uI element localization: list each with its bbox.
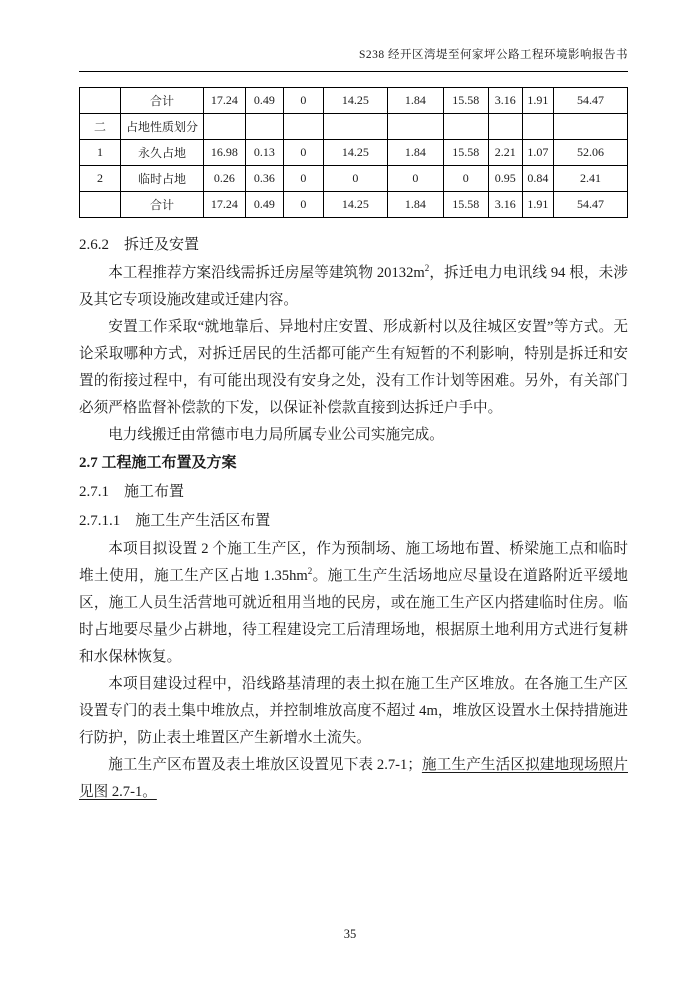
value-cell: 52.06	[553, 140, 627, 166]
value-cell: 0	[283, 140, 323, 166]
row-index-cell: 1	[80, 140, 121, 166]
table-row	[80, 88, 628, 114]
value-cell	[522, 114, 553, 140]
paragraph-construction-site-text-pre: 本项目拟设置 2 个施工生产区，作为预制场、施工场地布置、桥梁施工点和临时堆土使用，施工生产区占地 1.35hm	[79, 541, 628, 584]
table-row	[80, 140, 628, 166]
row-label-cell: 合计	[121, 192, 204, 218]
value-cell	[387, 114, 443, 140]
value-cell	[443, 114, 488, 140]
row-index-cell: 二	[80, 114, 121, 140]
row-index-cell: 2	[80, 166, 121, 192]
value-cell: 15.58	[443, 192, 488, 218]
value-cell: 0	[443, 166, 488, 192]
value-cell: 0	[283, 88, 323, 114]
land-table-body	[80, 88, 628, 218]
value-cell: 0.84	[522, 166, 553, 192]
value-cell: 0.49	[246, 88, 284, 114]
value-cell: 0	[283, 166, 323, 192]
value-cell: 16.98	[203, 140, 245, 166]
paragraph-demolition-text-post: ，拆迁电力电讯线 94 根，未涉及其它专项设施改建或迁建内容。	[79, 265, 628, 308]
superscript-square: 2	[424, 263, 430, 274]
value-cell: 54.47	[553, 88, 627, 114]
value-cell	[323, 114, 387, 140]
row-index-cell	[80, 88, 121, 114]
value-cell: 1.07	[522, 140, 553, 166]
paragraph-cross-reference	[79, 752, 628, 806]
running-header-title: S238 经开区湾堤至何家坪公路工程环境影响报告书	[79, 48, 628, 72]
paragraph-demolition	[79, 260, 628, 314]
paragraph-demolition-text-pre: 本工程推荐方案沿线需拆迁房屋等建筑物 20132m	[108, 265, 425, 281]
value-cell: 0	[323, 166, 387, 192]
value-cell: 1.91	[522, 192, 553, 218]
land-occupation-table	[79, 87, 628, 218]
paragraph-construction-site-text-post: 。施工生产生活场地应尽量设在道路附近平缓地区，施工人员生活营地可就近租用当地的民房，或在施工生产区内搭建临时住房。临时占地要尽量少占耕地，待工程建设完工后清理场地，根据原土地利用方式进行复耕和水保林恢复。	[79, 568, 628, 665]
section-heading-2-7-1-1: 2.7.1.1 施工生产生活区布置	[79, 513, 271, 529]
value-cell: 1.84	[387, 192, 443, 218]
value-cell: 3.16	[488, 192, 522, 218]
value-cell: 0.49	[246, 192, 284, 218]
row-label-cell: 永久占地	[121, 140, 204, 166]
value-cell: 0.36	[246, 166, 284, 192]
value-cell: 1.84	[387, 140, 443, 166]
value-cell: 1.84	[387, 88, 443, 114]
value-cell: 3.16	[488, 88, 522, 114]
value-cell: 0.26	[203, 166, 245, 192]
value-cell: 1.91	[522, 88, 553, 114]
value-cell: 2.41	[553, 166, 627, 192]
value-cell	[246, 114, 284, 140]
value-cell	[283, 114, 323, 140]
value-cell: 0.95	[488, 166, 522, 192]
value-cell: 54.47	[553, 192, 627, 218]
paragraph-powerline: 电力线搬迁由常德市电力局所属专业公司实施完成。	[108, 427, 444, 443]
section-heading-2-7-1: 2.7.1 施工布置	[79, 484, 185, 500]
value-cell: 17.24	[203, 88, 245, 114]
value-cell: 17.24	[203, 192, 245, 218]
value-cell: 0	[283, 192, 323, 218]
value-cell: 14.25	[323, 140, 387, 166]
value-cell: 2.21	[488, 140, 522, 166]
value-cell	[488, 114, 522, 140]
section-heading-2-7: 2.7 工程施工布置及方案	[79, 455, 237, 471]
value-cell: 0	[387, 166, 443, 192]
page-number: 35	[343, 927, 357, 941]
page-content	[79, 48, 628, 806]
superscript-square: 2	[307, 566, 313, 577]
value-cell: 14.25	[323, 88, 387, 114]
section-heading-2-6-2: 2.6.2 拆迁及安置	[79, 237, 200, 253]
paragraph-construction-site	[79, 536, 628, 671]
value-cell: 14.25	[323, 192, 387, 218]
value-cell	[553, 114, 627, 140]
value-cell: 15.58	[443, 140, 488, 166]
paragraph-resettlement: 安置工作采取“就地靠后、异地村庄安置、形成新村以及往城区安置”等方式。无论采取哪种方式，对拆迁居民的生活都可能产生有短暂的不利影响，特别是拆迁和安置的衔接过程中，有可能出现没有安身之处，没有工作计划等困难。另外，有关部门必须严格监督补偿款的下发，以保证补偿款直接到达拆迁户手中。	[79, 319, 628, 416]
value-cell: 0.13	[246, 140, 284, 166]
row-index-cell	[80, 192, 121, 218]
cross-reference-normal-text: 施工生产区布置及表土堆放区设置见下表 2.7-1；	[108, 757, 422, 773]
table-row	[80, 114, 628, 140]
body-text	[79, 231, 628, 806]
table-row	[80, 192, 628, 218]
value-cell: 15.58	[443, 88, 488, 114]
row-label-cell: 合计	[121, 88, 204, 114]
row-label-cell: 占地性质划分	[121, 114, 204, 140]
cross-reference-underlined-text: 施工生产生活区拟建地现场照片见图 2.7-1。	[79, 757, 628, 800]
value-cell	[203, 114, 245, 140]
paragraph-topsoil: 本项目建设过程中，沿线路基清理的表土拟在施工生产区堆放。在各施工生产区设置专门的表土集中堆放点，并控制堆放高度不超过 4m，堆放区设置水土保持措施进行防护，防止表土堆置区产生新增水土流失。	[79, 676, 628, 746]
row-label-cell: 临时占地	[121, 166, 204, 192]
table-row	[80, 166, 628, 192]
